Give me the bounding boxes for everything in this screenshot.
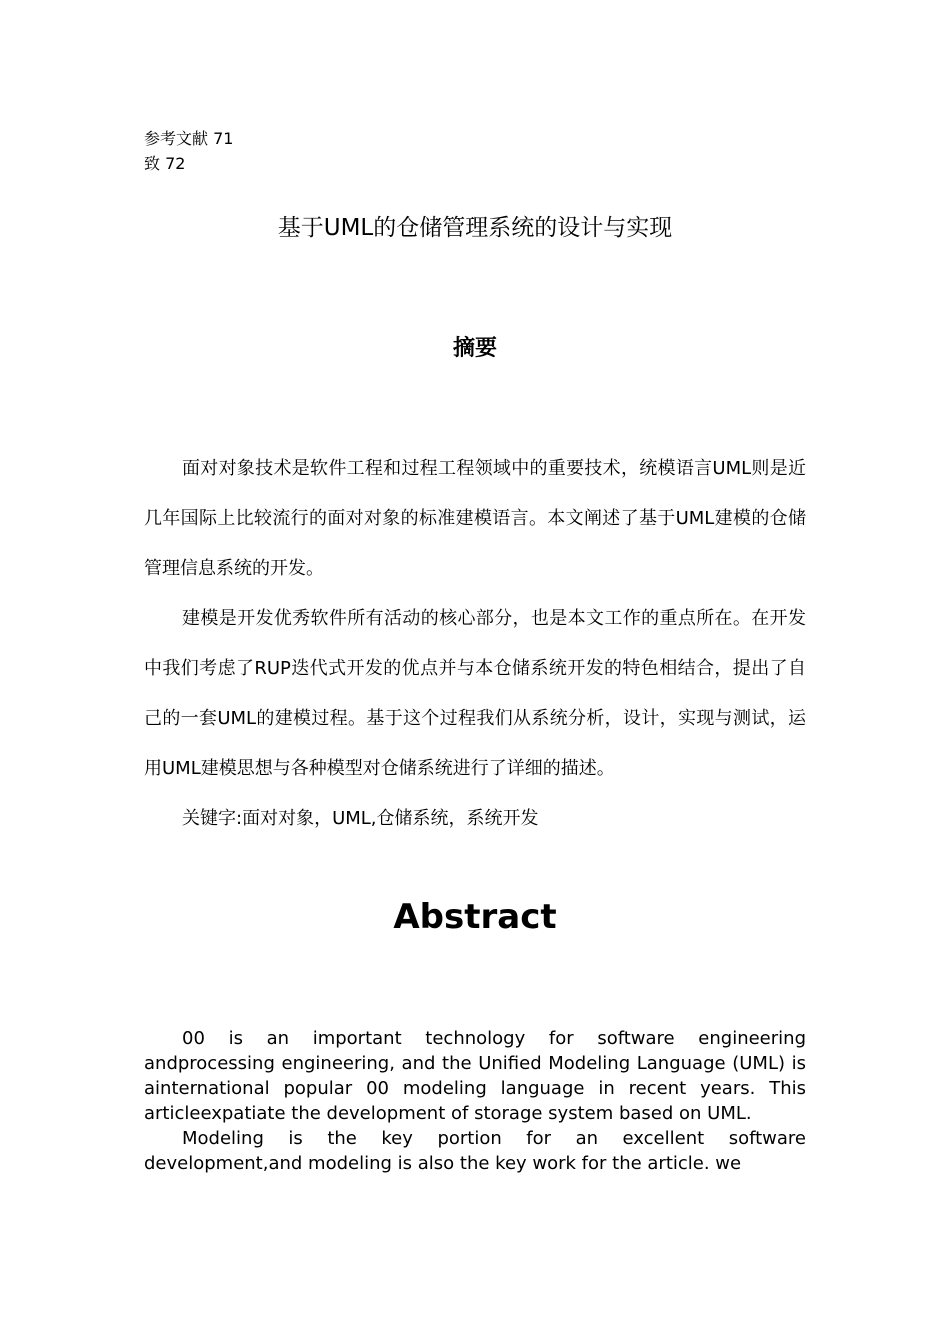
english-abstract-paragraph: Modeling is the key portion for an excellent software development,and modeling is also the key work for the article. we xyxy=(144,1128,806,1174)
toc-entry-acknowledgements: 致 72 xyxy=(144,154,186,173)
chinese-abstract-body xyxy=(144,444,806,844)
document-title: 基于UML的仓储管理系统的设计与实现 xyxy=(277,215,673,241)
chinese-abstract-heading: 摘要 xyxy=(452,336,497,361)
chinese-keywords: 关键字:面对对象，UML,仓储系统，系统开发 xyxy=(182,808,539,829)
english-abstract-heading: Abstract xyxy=(393,897,557,937)
english-abstract-body xyxy=(144,1026,806,1176)
english-abstract-paragraph: 00 is an important technology for software engineering andprocessing engineering, and the Unified Modeling Language (UML) is ainternational popular 00 modeling language in recent years. This articleexpatiate the development of storage system based on UML. xyxy=(144,1028,806,1124)
table-of-contents xyxy=(144,126,233,176)
chinese-abstract-paragraph: 面对对象技术是软件工程和过程工程领域中的重要技术，统模语言UML则是近几年国际上比较流行的面对对象的标准建模语言。本文阐述了基于UML建模的仓储管理信息系统的开发。 xyxy=(144,458,806,579)
toc-entry-references: 参考文献 71 xyxy=(144,129,234,148)
chinese-abstract-paragraph: 建模是开发优秀软件所有活动的核心部分，也是本文工作的重点所在。在开发中我们考虑了RUP迭代式开发的优点并与本仓储系统开发的特色相结合，提出了自己的一套UML的建模过程。基于这个过程我们从系统分析，设计，实现与测试，运用UML建模思想与各种模型对仓储系统进行了详细的描述。 xyxy=(144,608,806,779)
